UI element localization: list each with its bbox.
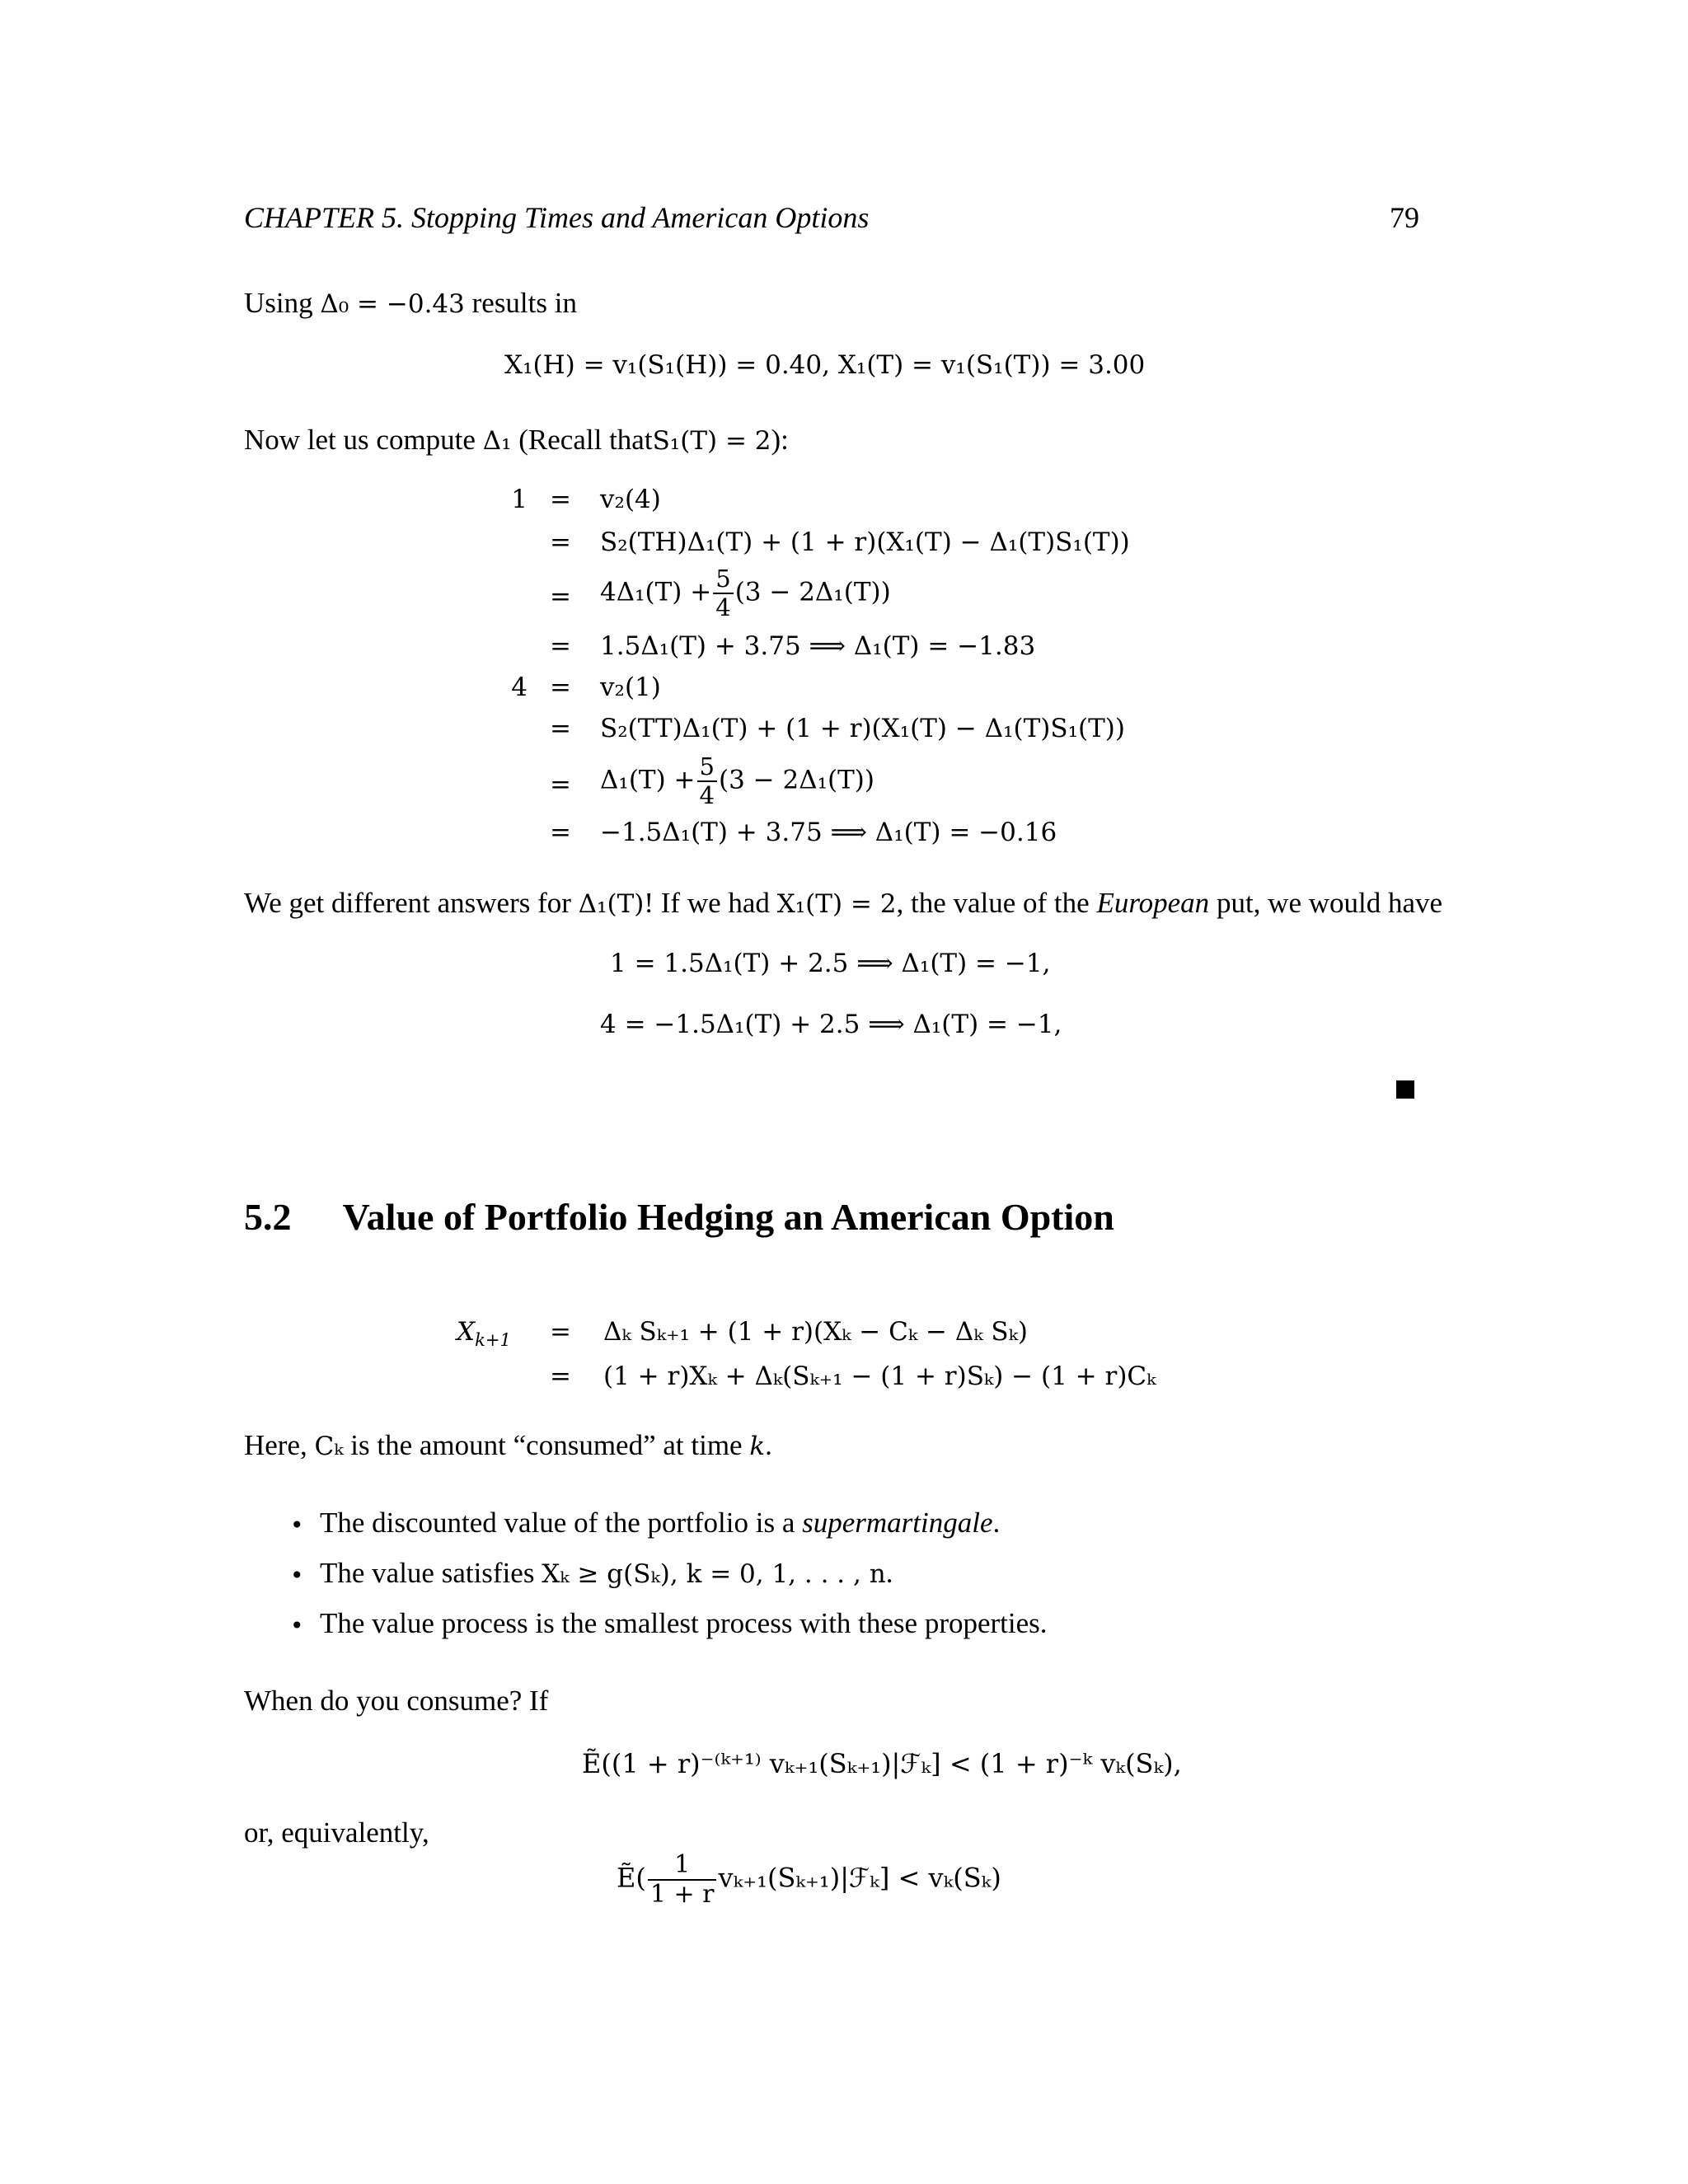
- list-item-text: The value satisfies: [320, 1557, 535, 1589]
- math-ck: Cₖ: [314, 1432, 344, 1461]
- equation-european-1: 1 = 1.5Δ₁(T) + 2.5 ⟹ Δ₁(T) = −1,: [610, 949, 1051, 978]
- eq-equals: =: [550, 631, 571, 661]
- eq-lhs: 4: [511, 673, 528, 702]
- bullet-icon: •: [290, 1562, 304, 1589]
- eq-rhs-pre: 4Δ₁(T) +: [600, 577, 712, 607]
- section-number: 5.2: [244, 1196, 292, 1238]
- eq-rhs: −1.5Δ₁(T) + 3.75 ⟹ Δ₁(T) = −0.16: [600, 818, 1057, 847]
- paragraph-different-answers: [244, 888, 1442, 917]
- text-results-in: results in: [471, 287, 577, 319]
- list-item-emphasis: supermartingale: [802, 1507, 993, 1539]
- equation-equivalent-condition: [617, 1850, 1001, 1909]
- paragraph-compute-delta1: [244, 425, 789, 454]
- paragraph-when-consume: When do you consume? If: [244, 1685, 549, 1717]
- section-title: Value of Portfolio Hedging an American Option: [342, 1196, 1114, 1238]
- fraction-five-quarters: [697, 752, 717, 809]
- paragraph-equivalently: or, equivalently,: [244, 1816, 429, 1849]
- eq-rhs-post: (3 − 2Δ₁(T)): [734, 577, 891, 607]
- eq-equals: =: [550, 818, 571, 847]
- equation-x1-values: X₁(H) = v₁(S₁(H)) = 0.40, X₁(T) = v₁(S₁(T)) = 3.00: [504, 350, 1146, 380]
- list-item: [320, 1508, 1000, 1537]
- eq-rhs: S₂(TH)Δ₁(T) + (1 + r)(X₁(T) − Δ₁(T)S₁(T)): [600, 527, 1130, 557]
- qed-square-icon: [1396, 1080, 1414, 1099]
- eq-row: [462, 673, 1286, 719]
- page-number: 79: [1390, 201, 1419, 234]
- bullet-icon: •: [290, 1511, 304, 1539]
- eq-equals: =: [550, 770, 571, 799]
- eq-row: [462, 485, 1286, 531]
- bullet-icon: •: [290, 1612, 304, 1639]
- fraction-numerator: 5: [713, 567, 733, 594]
- text-emphasis-european: European: [1096, 887, 1210, 919]
- math-delta0: Δ₀ = −0.43: [320, 289, 465, 319]
- eq-rhs: 1.5Δ₁(T) + 3.75 ⟹ Δ₁(T) = −1.83: [600, 631, 1036, 661]
- math-delta1-t: Δ₁(T): [578, 889, 645, 919]
- text-close-paren: ):: [771, 424, 789, 456]
- list-item-punct: .: [885, 1557, 893, 1589]
- eq-row: [445, 1317, 1269, 1363]
- eq-rhs: S₂(TT)Δ₁(T) + (1 + r)(X₁(T) − Δ₁(T)S₁(T)): [600, 714, 1125, 743]
- text-segment: put, we would have: [1216, 887, 1443, 919]
- fraction-numerator: 1: [648, 1853, 717, 1881]
- running-header-title: CHAPTER 5. Stopping Times and American Options: [244, 201, 870, 234]
- eq-equals: =: [550, 582, 571, 612]
- eq-lhs: 1: [511, 485, 528, 514]
- eq-pre: Ẽ(: [617, 1862, 646, 1894]
- fraction-five-quarters: [713, 567, 733, 620]
- eq-rhs: [600, 567, 891, 620]
- eq-row: [462, 818, 1286, 864]
- eq-lhs: [457, 1317, 511, 1351]
- eq-rhs-pre: Δ₁(T) +: [600, 765, 696, 795]
- eq-rhs-post: (3 − 2Δ₁(T)): [718, 765, 874, 795]
- math-s1-t: S₁(T) = 2: [652, 426, 771, 456]
- eq-equals: =: [550, 714, 571, 743]
- eq-rhs: Δₖ Sₖ₊₁ + (1 + r)(Xₖ − Cₖ − Δₖ Sₖ): [603, 1317, 1029, 1347]
- fraction-one-over-one-plus-r: [648, 1850, 717, 1909]
- eq-row: [462, 714, 1286, 760]
- text-segment: is the amount “consumed” at time: [350, 1429, 743, 1461]
- text-using: Using: [244, 287, 313, 319]
- paragraph-using-delta0: [244, 288, 577, 317]
- text-now-let-us-compute: Now let us compute: [244, 424, 476, 456]
- list-item: [320, 1609, 1048, 1638]
- text-segment: , the value of the: [896, 887, 1090, 919]
- math-x1-t: X₁(T) = 2: [776, 889, 897, 919]
- list-item-text: The value process is the smallest process with these properties.: [320, 1607, 1048, 1639]
- text-segment: .: [765, 1429, 772, 1461]
- eq-rhs: v₂(1): [600, 673, 661, 702]
- eq-lhs-var: X: [457, 1317, 476, 1347]
- eq-lhs-sub: k+1: [475, 1329, 511, 1351]
- eq-equals: =: [550, 527, 571, 557]
- eq-rhs: (1 + r)Xₖ + Δₖ(Sₖ₊₁ − (1 + r)Sₖ) − (1 + r)Cₖ: [603, 1361, 1156, 1391]
- eq-equals: =: [550, 1317, 571, 1347]
- paragraph-consumed: [244, 1431, 772, 1460]
- eq-equals: =: [550, 673, 571, 702]
- fraction-denominator: 1 + r: [649, 1880, 715, 1909]
- eq-equals: =: [550, 1361, 571, 1391]
- equation-consume-condition: Ẽ((1 + r)⁻⁽ᵏ⁺¹⁾ vₖ₊₁(Sₖ₊₁)|ℱₖ] < (1 + r)⁻ᵏ vₖ(Sₖ),: [582, 1748, 1182, 1779]
- fraction-numerator: 5: [697, 755, 717, 782]
- list-item-text: The discounted value of the portfolio is a: [320, 1507, 795, 1539]
- eq-equals: =: [550, 485, 571, 514]
- eq-row: [462, 631, 1286, 677]
- list-item-math: Xₖ ≥ g(Sₖ), k = 0, 1, . . . , n: [542, 1559, 886, 1589]
- math-k: k: [749, 1432, 766, 1461]
- list-item-punct: .: [992, 1507, 1001, 1539]
- list-item: [320, 1558, 893, 1587]
- text-segment: ! If we had: [644, 887, 770, 919]
- eq-row: [462, 752, 1286, 816]
- fraction-denominator: 4: [715, 593, 731, 621]
- eq-post: vₖ₊₁(Sₖ₊₁)|ℱₖ] < vₖ(Sₖ): [718, 1862, 1001, 1894]
- text-recall-that: (Recall that: [518, 424, 653, 456]
- eq-rhs: [600, 752, 874, 809]
- eq-row: [462, 565, 1286, 628]
- text-segment: We get different answers for: [244, 887, 571, 919]
- eq-rhs: v₂(4): [600, 485, 661, 514]
- eq-row: [445, 1361, 1269, 1408]
- fraction-denominator: 4: [699, 781, 715, 809]
- equation-european-2: 4 = −1.5Δ₁(T) + 2.5 ⟹ Δ₁(T) = −1,: [600, 1010, 1062, 1039]
- section-heading: [244, 1195, 1114, 1239]
- math-delta1: Δ₁: [482, 426, 512, 456]
- text-segment: Here,: [244, 1429, 307, 1461]
